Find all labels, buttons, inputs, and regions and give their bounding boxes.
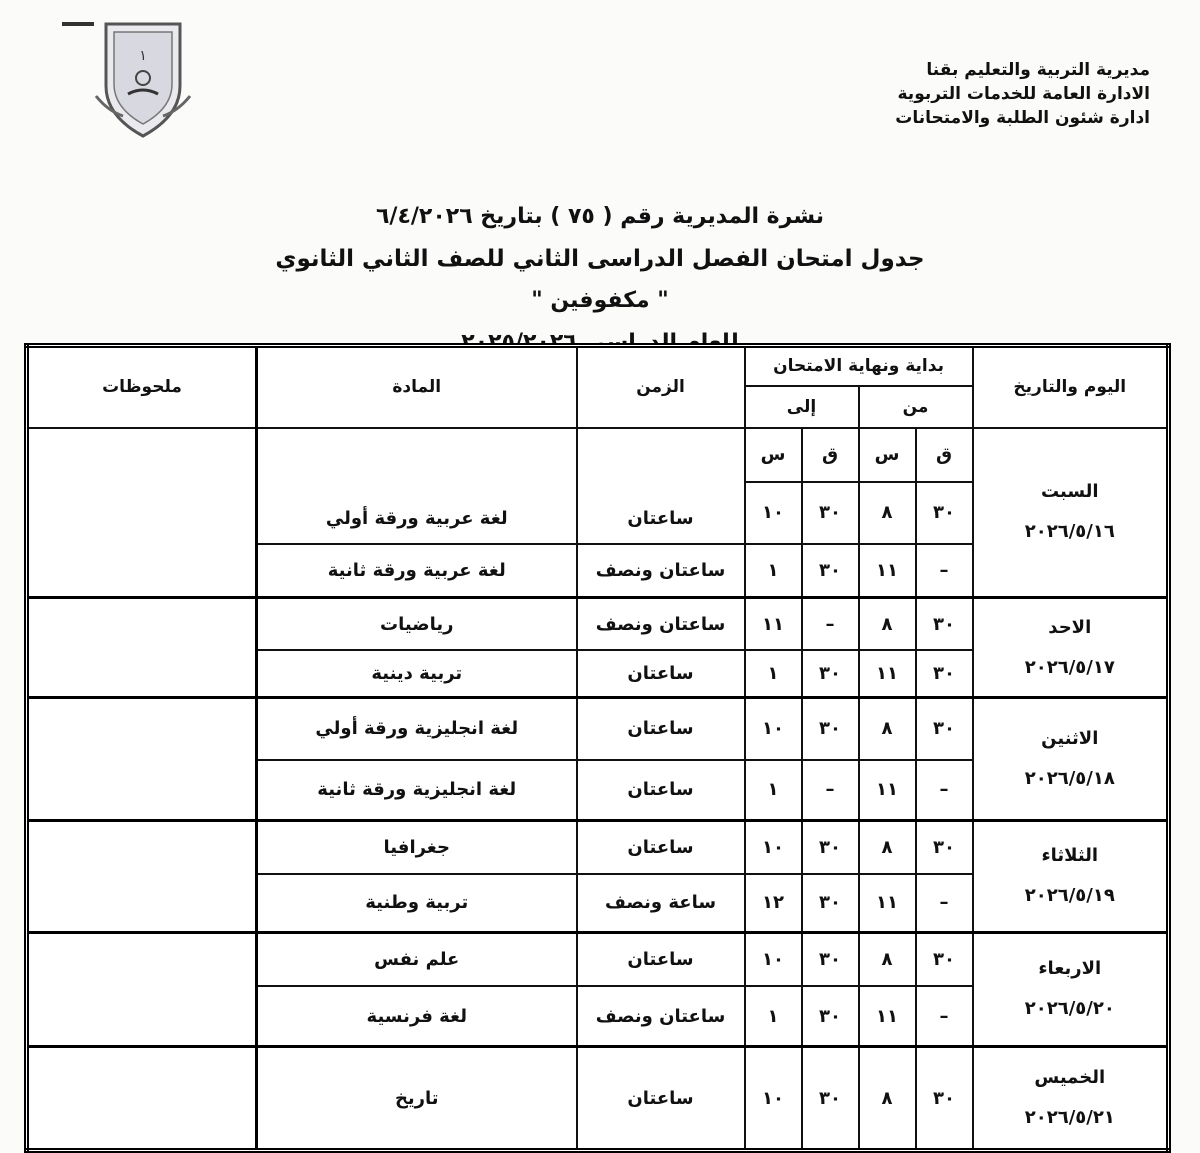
notes-cell xyxy=(27,820,257,932)
notes-cell xyxy=(27,428,257,598)
to-hour: ١ xyxy=(745,760,802,820)
to-hour: ١٠ xyxy=(745,482,802,544)
from-hour: ١١ xyxy=(859,544,916,598)
to-hour: ١ xyxy=(745,650,802,698)
directorate-line: الادارة العامة للخدمات التربوية xyxy=(897,84,1150,104)
day-name: الخميس xyxy=(1034,1067,1106,1089)
header-to: إلى xyxy=(745,386,859,428)
day-date: ٢٠٢٦/٥/١٨ xyxy=(1024,767,1115,789)
day-date: ٢٠٢٦/٥/٢١ xyxy=(1024,1107,1115,1129)
subject-cell: تاريخ xyxy=(257,1047,577,1151)
duration-cell: ساعتان xyxy=(577,698,745,760)
from-hour: ٨ xyxy=(859,598,916,650)
to-hour: ١٠ xyxy=(745,698,802,760)
svg-text:١: ١ xyxy=(139,48,147,64)
to-minute: ٣٠ xyxy=(802,1047,859,1151)
from-hour: ١١ xyxy=(859,986,916,1046)
subject-cell: جغرافيا xyxy=(257,820,577,874)
from-minute: ٣٠ xyxy=(916,698,973,760)
from-minute: ٣٠ xyxy=(916,482,973,544)
directorate-header xyxy=(895,58,1150,130)
notes-cell xyxy=(27,1047,257,1151)
to-hour: ١١ xyxy=(745,598,802,650)
from-hour: ٨ xyxy=(859,932,916,986)
day-cell xyxy=(973,428,1169,598)
to-minute: ٣٠ xyxy=(802,874,859,932)
day-cell xyxy=(973,698,1169,821)
header-notes: ملحوظات xyxy=(27,346,257,428)
to-minute: ٣٠ xyxy=(802,482,859,544)
from-hour: ٨ xyxy=(859,698,916,760)
unit-minute: ق xyxy=(916,428,973,482)
directorate-line-text: ادارة شئون الطلبة والامتحانات xyxy=(895,108,1150,128)
from-hour: ٨ xyxy=(859,1047,916,1151)
subject-cell: لغة فرنسية xyxy=(257,986,577,1046)
directorate-emblem-icon xyxy=(88,16,198,141)
subject-cell: لغة انجليزية ورقة ثانية xyxy=(257,760,577,820)
from-minute: ٣٠ xyxy=(916,932,973,986)
day-date: ٢٠٢٦/٥/١٩ xyxy=(1024,885,1115,907)
duration-cell: ساعتان xyxy=(577,760,745,820)
duration-cell: ساعتان xyxy=(577,820,745,874)
from-minute: ٣٠ xyxy=(916,820,973,874)
duration-cell: ساعة ونصف xyxy=(577,874,745,932)
to-minute: ٣٠ xyxy=(802,544,859,598)
to-minute: ٣٠ xyxy=(802,650,859,698)
category-title: " مكفوفين " xyxy=(531,288,669,313)
from-minute: – xyxy=(916,986,973,1046)
subject-cell: تربية دينية xyxy=(257,650,577,698)
notes-cell xyxy=(27,932,257,1046)
from-hour: ١١ xyxy=(859,760,916,820)
to-hour: ١ xyxy=(745,544,802,598)
from-minute: – xyxy=(916,874,973,932)
from-minute: – xyxy=(916,760,973,820)
subject-cell: لغة عربية ورقة أولي xyxy=(257,428,577,544)
to-hour: ١ xyxy=(745,986,802,1046)
directorate-line: مديرية التربية والتعليم بقنا xyxy=(926,60,1150,80)
directorate-line xyxy=(895,106,1150,130)
notes-cell xyxy=(27,698,257,821)
from-hour: ٨ xyxy=(859,482,916,544)
from-minute: ٣٠ xyxy=(916,598,973,650)
unit-hour: س xyxy=(745,428,802,482)
to-hour: ١٢ xyxy=(745,874,802,932)
day-date: ٢٠٢٦/٥/١٦ xyxy=(1024,521,1115,543)
from-minute: ٣٠ xyxy=(916,650,973,698)
to-minute: ٣٠ xyxy=(802,820,859,874)
day-name: الاحد xyxy=(1048,616,1092,638)
unit-hour: س xyxy=(859,428,916,482)
to-minute: ٣٠ xyxy=(802,986,859,1046)
header-exam-window: بداية ونهاية الامتحان xyxy=(745,346,973,386)
to-hour: ١٠ xyxy=(745,1047,802,1151)
header-duration: الزمن xyxy=(577,346,745,428)
from-hour: ١١ xyxy=(859,650,916,698)
to-hour: ١٠ xyxy=(745,820,802,874)
duration-cell: ساعتان ونصف xyxy=(577,598,745,650)
header-subject: المادة xyxy=(257,346,577,428)
day-cell xyxy=(973,1047,1169,1151)
day-name: الاثنين xyxy=(1041,727,1099,749)
day-name: الاربعاء xyxy=(1038,958,1102,980)
to-minute: – xyxy=(802,598,859,650)
unit-minute: ق xyxy=(802,428,859,482)
from-hour: ٨ xyxy=(859,820,916,874)
to-minute: ٣٠ xyxy=(802,698,859,760)
day-date: ٢٠٢٦/٥/١٧ xyxy=(1024,656,1115,678)
header-from: من xyxy=(859,386,973,428)
day-name: السبت xyxy=(1040,481,1099,503)
to-minute: – xyxy=(802,760,859,820)
header-day-date: اليوم والتاريخ xyxy=(973,346,1169,428)
subject-cell: رياضيات xyxy=(257,598,577,650)
to-minute: ٣٠ xyxy=(802,932,859,986)
day-cell xyxy=(973,820,1169,932)
subject-cell: لغة عربية ورقة ثانية xyxy=(257,544,577,598)
day-cell xyxy=(973,598,1169,698)
duration-cell: ساعتان xyxy=(577,428,745,544)
duration-cell: ساعتان xyxy=(577,650,745,698)
day-name: الثلاثاء xyxy=(1041,845,1099,867)
duration-cell: ساعتان ونصف xyxy=(577,544,745,598)
notes-cell xyxy=(27,598,257,698)
subject-cell: لغة انجليزية ورقة أولي xyxy=(257,698,577,760)
subject-cell: تربية وطنية xyxy=(257,874,577,932)
exam-schedule-table xyxy=(24,343,1171,1153)
duration-cell: ساعتان xyxy=(577,1047,745,1151)
from-minute: – xyxy=(916,544,973,598)
duration-cell: ساعتان ونصف xyxy=(577,986,745,1046)
bulletin-title: نشرة المديرية رقم ( ٧٥ ) بتاريخ ٦/٤/٢٠٢٦ xyxy=(376,204,824,229)
day-cell xyxy=(973,932,1169,1046)
day-date: ٢٠٢٦/٥/٢٠ xyxy=(1024,998,1115,1020)
duration-cell: ساعتان xyxy=(577,932,745,986)
from-minute: ٣٠ xyxy=(916,1047,973,1151)
document-titles xyxy=(0,196,1200,364)
subject-cell: علم نفس xyxy=(257,932,577,986)
to-hour: ١٠ xyxy=(745,932,802,986)
schedule-title: جدول امتحان الفصل الدراسى الثاني للصف الثاني الثانوي xyxy=(275,246,925,272)
from-hour: ١١ xyxy=(859,874,916,932)
